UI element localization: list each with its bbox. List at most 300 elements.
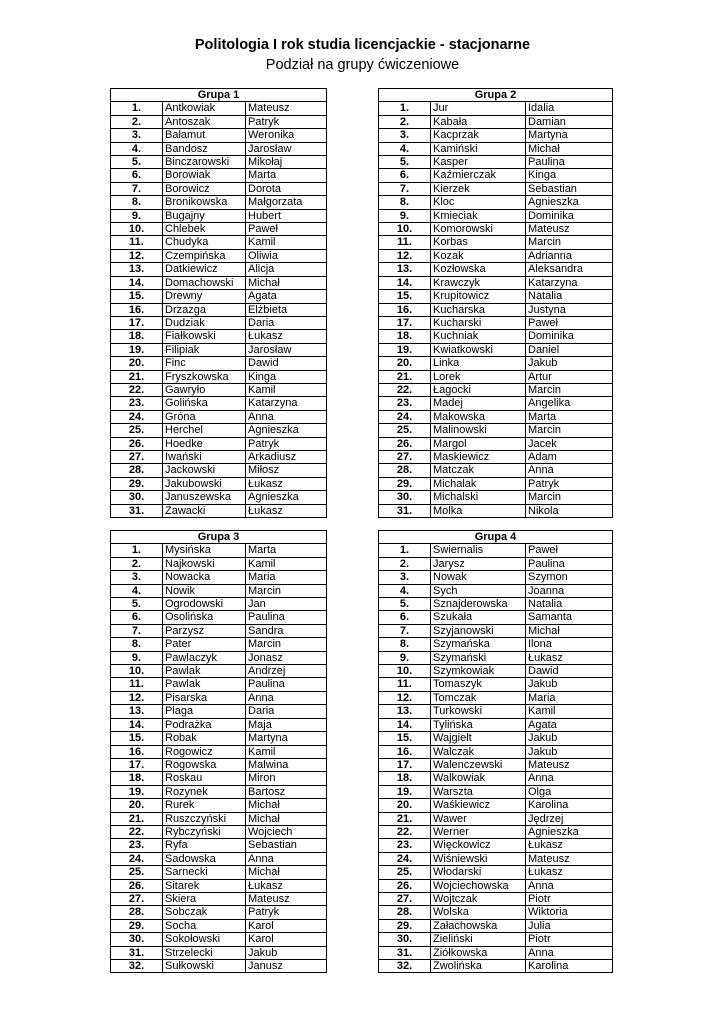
table-row [379,343,613,356]
row-number: 21. [111,370,163,383]
row-number: 3. [379,129,431,142]
row-number: 5. [379,156,431,169]
surname-cell: Komorowski [431,223,526,236]
row-number: 14. [379,718,431,731]
surname-cell: Dudziak [163,316,246,329]
surname-cell: Januszewska [163,491,246,504]
surname-cell: Filipiak [163,343,246,356]
first-name-cell: Damian [526,115,613,128]
surname-cell: Sych [431,584,526,597]
first-name-cell: Artur [526,370,613,383]
first-name-cell: Katarzyna [526,276,613,289]
surname-cell: Margol [431,437,526,450]
surname-cell: Drewny [163,290,246,303]
first-name-cell: Michał [246,799,327,812]
table-row [111,450,327,463]
row-number: 9. [111,209,163,222]
row-number: 12. [111,249,163,262]
surname-cell: Warszta [431,785,526,798]
row-number: 18. [379,330,431,343]
table-row [111,678,327,691]
surname-cell: Tylińska [431,718,526,731]
first-name-cell: Paweł [246,223,327,236]
row-number: 22. [111,825,163,838]
table-row [111,383,327,396]
row-number: 20. [111,799,163,812]
table-row [379,223,613,236]
row-number: 13. [379,263,431,276]
row-number: 27. [379,892,431,905]
table-row [379,799,613,812]
table-row [379,785,613,798]
row-number: 28. [379,464,431,477]
table-row [379,437,613,450]
first-name-cell: Hubert [246,209,327,222]
surname-cell: Parzysz [163,624,246,637]
surname-cell: Chlebek [163,223,246,236]
first-name-cell: Agnieszka [246,424,327,437]
table-row [379,571,613,584]
surname-cell: Waśkiewicz [431,799,526,812]
first-name-cell: Paweł [526,316,613,329]
row-number: 4. [379,584,431,597]
surname-cell: Herchel [163,424,246,437]
surname-cell: Wajgielt [431,732,526,745]
table-row [111,236,327,249]
surname-cell: Michalski [431,491,526,504]
row-number: 19. [111,785,163,798]
row-number: 22. [379,383,431,396]
first-name-cell: Marcin [246,638,327,651]
surname-cell: Borowicz [163,182,246,195]
first-name-cell: Jakub [526,357,613,370]
row-number: 23. [379,839,431,852]
first-name-cell: Olga [526,785,613,798]
first-name-cell: Janusz [246,960,327,973]
row-number: 27. [111,892,163,905]
surname-cell: Datkiewicz [163,263,246,276]
surname-cell: Szymańska [431,638,526,651]
row-number: 10. [379,223,431,236]
row-number: 21. [111,812,163,825]
surname-cell: Włodarski [431,866,526,879]
first-name-cell: Mateusz [526,852,613,865]
first-name-cell: Joanna [526,584,613,597]
first-name-cell: Jakub [246,946,327,959]
first-name-cell: Daniel [526,343,613,356]
table-row [111,785,327,798]
row-number: 2. [111,115,163,128]
first-name-cell: Bartosz [246,785,327,798]
row-number: 10. [379,665,431,678]
row-number: 18. [111,772,163,785]
row-number: 6. [111,169,163,182]
surname-cell: Fiałkowski [163,330,246,343]
first-name-cell: Michał [246,276,327,289]
table-row [379,477,613,490]
surname-cell: Kaźmierczak [431,169,526,182]
first-name-cell: Anna [526,464,613,477]
table-row [111,209,327,222]
surname-cell: Jur [431,102,526,115]
first-name-cell: Mateusz [246,102,327,115]
row-number: 9. [379,209,431,222]
row-number: 30. [111,491,163,504]
row-number: 18. [111,330,163,343]
row-number: 1. [379,544,431,557]
surname-cell: Antoszak [163,115,246,128]
table-row [111,611,327,624]
surname-cell: Kozak [431,249,526,262]
surname-cell: Wolska [431,906,526,919]
table-row [111,745,327,758]
row-number: 16. [379,745,431,758]
table-row [379,638,613,651]
first-name-cell: Kamil [526,705,613,718]
surname-cell: Pawlaczyk [163,651,246,664]
surname-cell: Zwolińska [431,960,526,973]
table-row [379,397,613,410]
first-name-cell: Agata [526,718,613,731]
surname-cell: Czempińska [163,249,246,262]
row-number: 5. [379,598,431,611]
row-number: 30. [379,933,431,946]
table-row [111,866,327,879]
table-row [379,718,613,731]
surname-cell: Antkowiak [163,102,246,115]
row-number: 12. [379,691,431,704]
table-row [111,624,327,637]
table-row [379,330,613,343]
first-name-cell: Paulina [246,611,327,624]
table-row [379,424,613,437]
first-name-cell: Maja [246,718,327,731]
first-name-cell: Alicja [246,263,327,276]
surname-cell: Walenczewski [431,758,526,771]
first-name-cell: Agnieszka [246,491,327,504]
surname-cell: Lorek [431,370,526,383]
surname-cell: Sadowska [163,852,246,865]
surname-cell: Jakubowski [163,477,246,490]
table-row [379,745,613,758]
first-name-cell: Andrzej [246,665,327,678]
surname-cell: Socha [163,919,246,932]
surname-cell: Zawacki [163,504,246,517]
table-row [111,946,327,959]
table-row [111,316,327,329]
surname-cell: Werner [431,825,526,838]
group-header: Grupa 4 [379,531,613,544]
first-name-cell: Mateusz [526,223,613,236]
first-name-cell: Michał [246,812,327,825]
surname-cell: Rozynek [163,785,246,798]
row-number: 11. [379,678,431,691]
first-name-cell: Martyna [246,732,327,745]
first-name-cell: Wojciech [246,825,327,838]
first-name-cell: Anna [246,410,327,423]
first-name-cell: Dawid [246,357,327,370]
row-number: 11. [111,236,163,249]
row-number: 26. [379,879,431,892]
table-row [111,102,327,115]
table-row [379,960,613,973]
surname-cell: Borowiak [163,169,246,182]
first-name-cell: Mateusz [526,758,613,771]
table-row [111,933,327,946]
surname-cell: Ogrodowski [163,598,246,611]
table-row [379,303,613,316]
table-row [379,383,613,396]
row-number: 7. [379,182,431,195]
table-row [111,571,327,584]
first-name-cell: Daria [246,316,327,329]
table-row [111,732,327,745]
first-name-cell: Agata [246,290,327,303]
first-name-cell: Oliwia [246,249,327,262]
surname-cell: Fryszkowska [163,370,246,383]
surname-cell: Ryfa [163,839,246,852]
surname-cell: Korbas [431,236,526,249]
table-row [379,142,613,155]
surname-cell: Binczarowski [163,156,246,169]
surname-cell: Zieliński [431,933,526,946]
row-number: 17. [379,316,431,329]
row-number: 27. [379,450,431,463]
group-header: Grupa 3 [111,531,327,544]
surname-cell: Ruszczyński [163,812,246,825]
row-number: 5. [111,156,163,169]
row-number: 20. [111,357,163,370]
row-number: 32. [111,960,163,973]
table-row [379,316,613,329]
first-name-cell: Miłosz [246,464,327,477]
row-number: 8. [379,638,431,651]
first-name-cell: Agnieszka [526,196,613,209]
table-row [111,343,327,356]
row-number: 27. [111,450,163,463]
surname-cell: Tomaszyk [431,678,526,691]
table-row [111,598,327,611]
row-number: 12. [379,249,431,262]
surname-cell: Podrażka [163,718,246,731]
row-number: 16. [111,303,163,316]
row-number: 16. [379,303,431,316]
surname-cell: Drzazga [163,303,246,316]
first-name-cell: Karol [246,919,327,932]
first-name-cell: Kinga [526,169,613,182]
row-number: 32. [379,960,431,973]
surname-cell: Pater [163,638,246,651]
table-row [379,598,613,611]
surname-cell: Skiera [163,892,246,905]
table-row [379,852,613,865]
surname-cell: Wiśniewski [431,852,526,865]
table-row [111,665,327,678]
first-name-cell: Agnieszka [526,825,613,838]
surname-cell: Gróna [163,410,246,423]
surname-cell: Golińska [163,397,246,410]
table-row [111,290,327,303]
first-name-cell: Idalia [526,102,613,115]
row-number: 24. [379,852,431,865]
table-row [379,196,613,209]
first-name-cell: Marta [246,169,327,182]
surname-cell: Molka [431,504,526,517]
surname-cell: Kloc [431,196,526,209]
surname-cell: Wawer [431,812,526,825]
first-name-cell: Jacek [526,437,613,450]
row-number: 2. [111,557,163,570]
surname-cell: Malinowski [431,424,526,437]
table-row [111,892,327,905]
surname-cell: Najkowski [163,557,246,570]
first-name-cell: Angelika [526,397,613,410]
table-row [111,691,327,704]
table-row [379,678,613,691]
surname-cell: Kucharski [431,316,526,329]
surname-cell: Osolińska [163,611,246,624]
table-row [111,263,327,276]
table-row [379,263,613,276]
row-number: 11. [379,236,431,249]
row-number: 1. [111,544,163,557]
surname-cell: Sułkowski [163,960,246,973]
surname-cell: Bronikowska [163,196,246,209]
row-number: 30. [379,491,431,504]
table-row [379,276,613,289]
row-number: 15. [111,290,163,303]
table-row [379,812,613,825]
first-name-cell: Weronika [246,129,327,142]
row-number: 20. [379,799,431,812]
row-number: 24. [379,410,431,423]
surname-cell: Kamiński [431,142,526,155]
first-name-cell: Paulina [526,557,613,570]
surname-cell: Rybczyński [163,825,246,838]
row-number: 3. [111,571,163,584]
row-number: 6. [111,611,163,624]
row-number: 9. [111,651,163,664]
surname-cell: Plaga [163,705,246,718]
table-row [111,852,327,865]
first-name-cell: Daria [246,705,327,718]
surname-cell: Sarnecki [163,866,246,879]
surname-cell: Kuchniak [431,330,526,343]
surname-cell: Finc [163,357,246,370]
surname-cell: Madej [431,397,526,410]
row-number: 31. [379,504,431,517]
table-row [111,303,327,316]
table-row [111,156,327,169]
first-name-cell: Kamil [246,745,327,758]
row-number: 21. [379,370,431,383]
table-row [379,584,613,597]
surname-cell: Domachowski [163,276,246,289]
surname-cell: Kierzek [431,182,526,195]
table-row [379,906,613,919]
table-row [379,772,613,785]
row-number: 4. [111,584,163,597]
row-number: 26. [111,879,163,892]
table-row [379,129,613,142]
row-number: 9. [379,651,431,664]
first-name-cell: Marta [526,410,613,423]
first-name-cell: Katarzyna [246,397,327,410]
table-row [379,115,613,128]
table-row [111,758,327,771]
first-name-cell: Patryk [246,906,327,919]
surname-cell: Kabała [431,115,526,128]
row-number: 26. [111,437,163,450]
surname-cell: Bandosz [163,142,246,155]
table-row [111,839,327,852]
table-row [379,691,613,704]
row-number: 23. [379,397,431,410]
row-number: 15. [111,732,163,745]
first-name-cell: Jakub [526,732,613,745]
page-title: Politologia I rok studia licencjackie - stacjonarne [194,37,531,53]
row-number: 16. [111,745,163,758]
table-row [111,919,327,932]
surname-cell: Szukała [431,611,526,624]
surname-cell: Nowak [431,571,526,584]
first-name-cell: Łukasz [526,651,613,664]
first-name-cell: Jarosław [246,343,327,356]
row-number: 28. [379,906,431,919]
row-number: 29. [379,919,431,932]
table-row [111,504,327,517]
table-row [111,879,327,892]
group-1-table [110,88,327,518]
first-name-cell: Łukasz [246,879,327,892]
table-row [111,491,327,504]
first-name-cell: Marcin [526,236,613,249]
row-number: 28. [111,464,163,477]
first-name-cell: Marcin [246,584,327,597]
table-row [379,249,613,262]
first-name-cell: Paweł [526,544,613,557]
first-name-cell: Dorota [246,182,327,195]
first-name-cell: Łukasz [246,477,327,490]
first-name-cell: Paulina [526,156,613,169]
table-row [379,182,613,195]
surname-cell: Sobczak [163,906,246,919]
table-row [111,960,327,973]
table-row [111,705,327,718]
row-number: 18. [379,772,431,785]
table-row [379,732,613,745]
surname-cell: Robak [163,732,246,745]
row-number: 14. [111,718,163,731]
first-name-cell: Marcin [526,491,613,504]
first-name-cell: Łukasz [526,866,613,879]
surname-cell: Michalak [431,477,526,490]
surname-cell: Roskau [163,772,246,785]
table-row [379,825,613,838]
surname-cell: Maskiewicz [431,450,526,463]
row-number: 31. [111,946,163,959]
row-number: 19. [111,343,163,356]
row-number: 30. [111,933,163,946]
row-number: 10. [111,665,163,678]
table-row [111,464,327,477]
row-number: 8. [379,196,431,209]
first-name-cell: Dominika [526,209,613,222]
surname-cell: Kwiatkowski [431,343,526,356]
first-name-cell: Kamil [246,236,327,249]
row-number: 5. [111,598,163,611]
table-row [379,410,613,423]
